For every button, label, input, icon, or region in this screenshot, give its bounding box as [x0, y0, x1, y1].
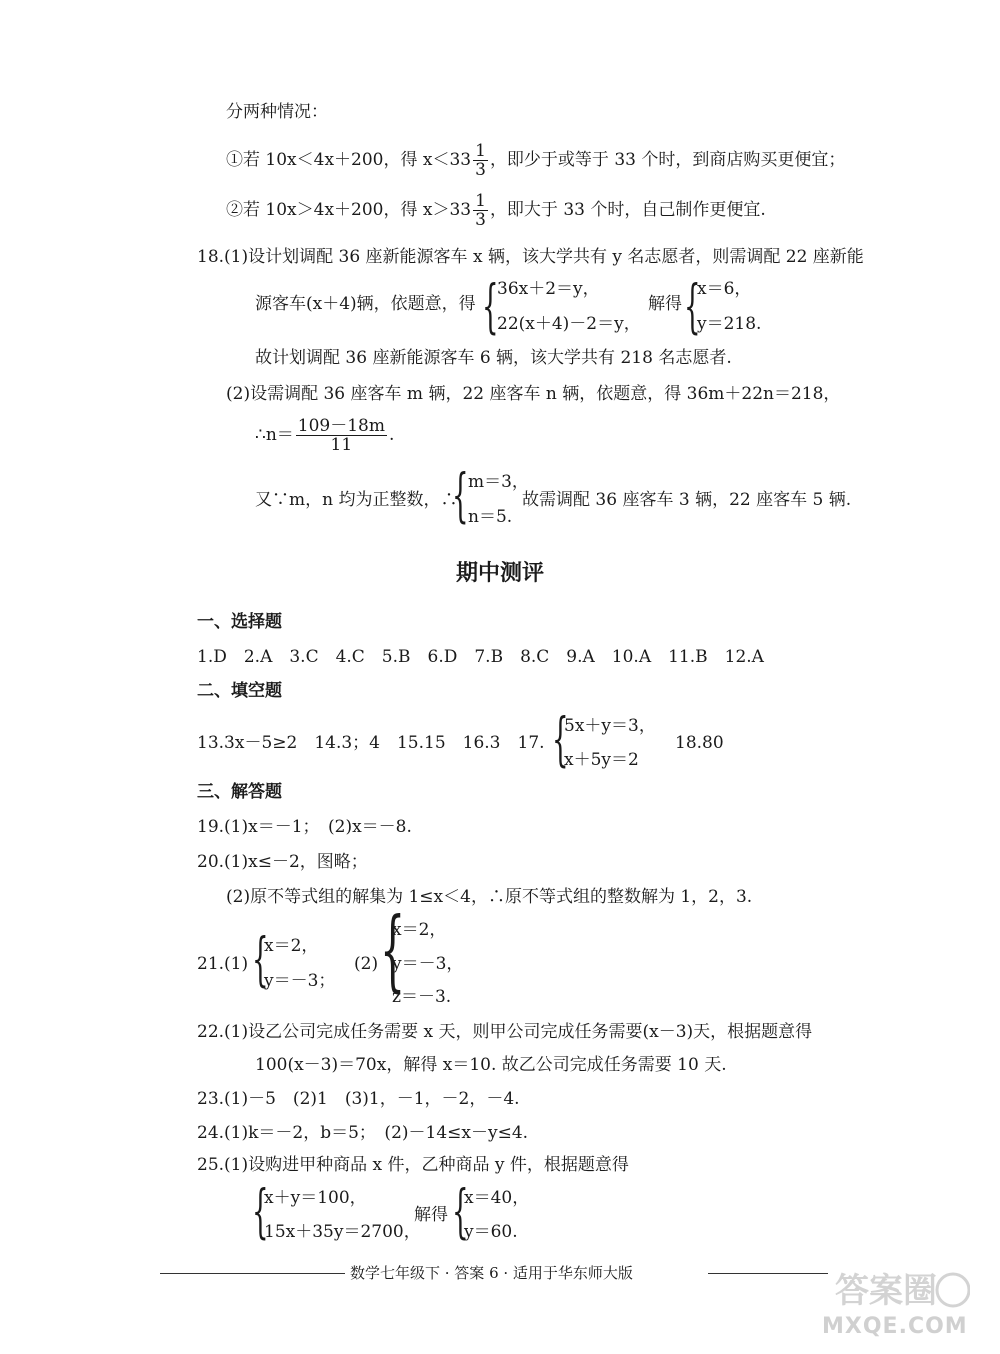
- answer-21-a-eq2: y＝－3；: [264, 971, 336, 991]
- answer-25-result-eq1: x＝40，: [464, 1188, 530, 1208]
- fill-system-eq1: 5x＋y＝3，: [564, 716, 656, 736]
- answer-21-b-eq2: y＝－3，: [392, 954, 464, 974]
- fraction-n: $\frac{109-18m}{11}$: [297, 416, 385, 455]
- fill-answer-18: 18.80: [675, 733, 724, 753]
- q18-line5: ∴n＝ $\frac{109-18m}{11}$ .: [255, 416, 395, 455]
- q18-line2: 源客车(x＋4)辆，依题意，得: [255, 294, 476, 314]
- q17-intro: 分两种情况：: [226, 102, 328, 122]
- answer-25-solve-label: 解得: [414, 1205, 448, 1225]
- answer-22b: 100(x－3)＝70x，解得 x＝10. 故乙公司完成任务需要 10 天.: [255, 1055, 727, 1075]
- q17-case2-text: ②若 10x＞4x＋200，得 x＞33: [226, 200, 472, 220]
- left-brace: {: [684, 272, 701, 340]
- answer-21-part2-label: (2): [354, 954, 379, 974]
- q18-mn-eq2: n＝5.: [468, 507, 513, 527]
- q18-system-eq2: 22(x＋4)－2＝y，: [497, 314, 641, 334]
- q18-result-eq2: y＝218.: [697, 314, 762, 334]
- left-brace: {: [380, 898, 406, 1001]
- answer-21-b-eq1: x＝2，: [392, 920, 447, 940]
- heading-solve: 三、解答题: [197, 782, 282, 802]
- answer-19: 19.(1)x＝－1； (2)x＝－8.: [197, 817, 412, 837]
- left-brace: {: [452, 461, 469, 529]
- q18-conclusion: 故需调配 36 座客车 3 辆，22 座客车 5 辆.: [522, 490, 852, 510]
- answer-21-label: 21.(1): [197, 954, 249, 974]
- fraction-one-third: $\frac{1}{3}$: [475, 141, 486, 180]
- heading-choice: 一、选择题: [197, 612, 282, 632]
- answer-21-a-eq1: x＝2，: [264, 936, 319, 956]
- footer-rule-left: [160, 1273, 345, 1274]
- heading-fill: 二、填空题: [197, 681, 282, 701]
- page-footer: 数学七年级下 · 答案 6 · 适用于华东师大版: [350, 1264, 633, 1282]
- q18-mn-eq1: m＝3，: [468, 472, 529, 492]
- watermark-url: MXQE.COM: [822, 1314, 968, 1339]
- answer-22a: 22.(1)设乙公司完成任务需要 x 天，则甲公司完成任务需要(x－3)天，根据题意得: [197, 1022, 813, 1042]
- answer-25-eq2: 15x＋35y＝2700，: [264, 1222, 421, 1242]
- q18-line4: (2)设需调配 36 座客车 m 辆，22 座客车 n 辆，依题意，得 36m＋22n＝218，: [226, 384, 841, 404]
- q17-case2: [226, 190, 766, 230]
- q18-system-eq1: 36x＋2＝y，: [497, 279, 600, 299]
- fraction-one-third: $\frac{1}{3}$: [475, 191, 486, 230]
- footer-rule-right: [708, 1273, 828, 1274]
- left-brace: {: [252, 1177, 269, 1245]
- q17-case1: [226, 140, 845, 180]
- q18-line1: 18.(1)设计划调配 36 座新能源客车 x 辆，该大学共有 y 名志愿者，则需调配 22 座新能: [197, 247, 864, 267]
- q18-result-eq1: x＝6，: [697, 279, 752, 299]
- answer-23: 23.(1)－5 (2)1 (3)1，－1，－2，－4.: [197, 1089, 520, 1109]
- choice-answers: 1.D 2.A 3.C 4.C 5.B 6.D 7.B 8.C 9.A 10.A 11.B 12.A: [197, 647, 764, 667]
- q17-case2-conclusion: ，即大于 33 个时，自己制作更便宜.: [489, 200, 766, 220]
- q18-therefore: ∴n＝: [255, 425, 294, 445]
- answer-20a: 20.(1)x≤－2，图略；: [197, 852, 368, 872]
- q18-line6: 又∵m，n 均为正整数，∴: [255, 490, 458, 510]
- left-brace: {: [252, 925, 269, 993]
- answer-25-result-eq2: y＝60.: [464, 1222, 518, 1242]
- fill-system-eq2: x＋5y＝2: [564, 750, 639, 770]
- left-brace: {: [452, 1177, 469, 1245]
- answer-24: 24.(1)k＝－2，b＝5； (2)－14≤x－y≤4.: [197, 1123, 529, 1143]
- q17-case1-conclusion: ，即少于或等于 33 个时，到商店购买更便宜；: [489, 150, 846, 170]
- q17-case1-text: ①若 10x＜4x＋200，得 x＜33: [226, 150, 472, 170]
- q18-solve-label: 解得: [648, 294, 682, 314]
- section-title: 期中测评: [455, 561, 544, 586]
- left-brace: {: [482, 272, 499, 340]
- answer-25: 25.(1)设购进甲种商品 x 件，乙种商品 y 件，根据题意得: [197, 1155, 629, 1175]
- answer-25-eq1: x＋y＝100，: [264, 1188, 367, 1208]
- answer-20b: (2)原不等式组的解集为 1≤x＜4，∴原不等式组的整数解为 1，2，3.: [226, 887, 753, 907]
- q18-line3: 故计划调配 36 座新能源客车 6 辆，该大学共有 218 名志愿者.: [255, 348, 732, 368]
- svg-text:答案圈: 答案圈: [835, 1271, 937, 1310]
- watermark-logo: [835, 1270, 970, 1310]
- left-brace: {: [552, 705, 569, 773]
- answer-21-b-eq3: z＝－3.: [392, 987, 452, 1007]
- fill-answers: 13.3x－5≥2 14.3；4 15.15 16.3 17.: [197, 733, 545, 753]
